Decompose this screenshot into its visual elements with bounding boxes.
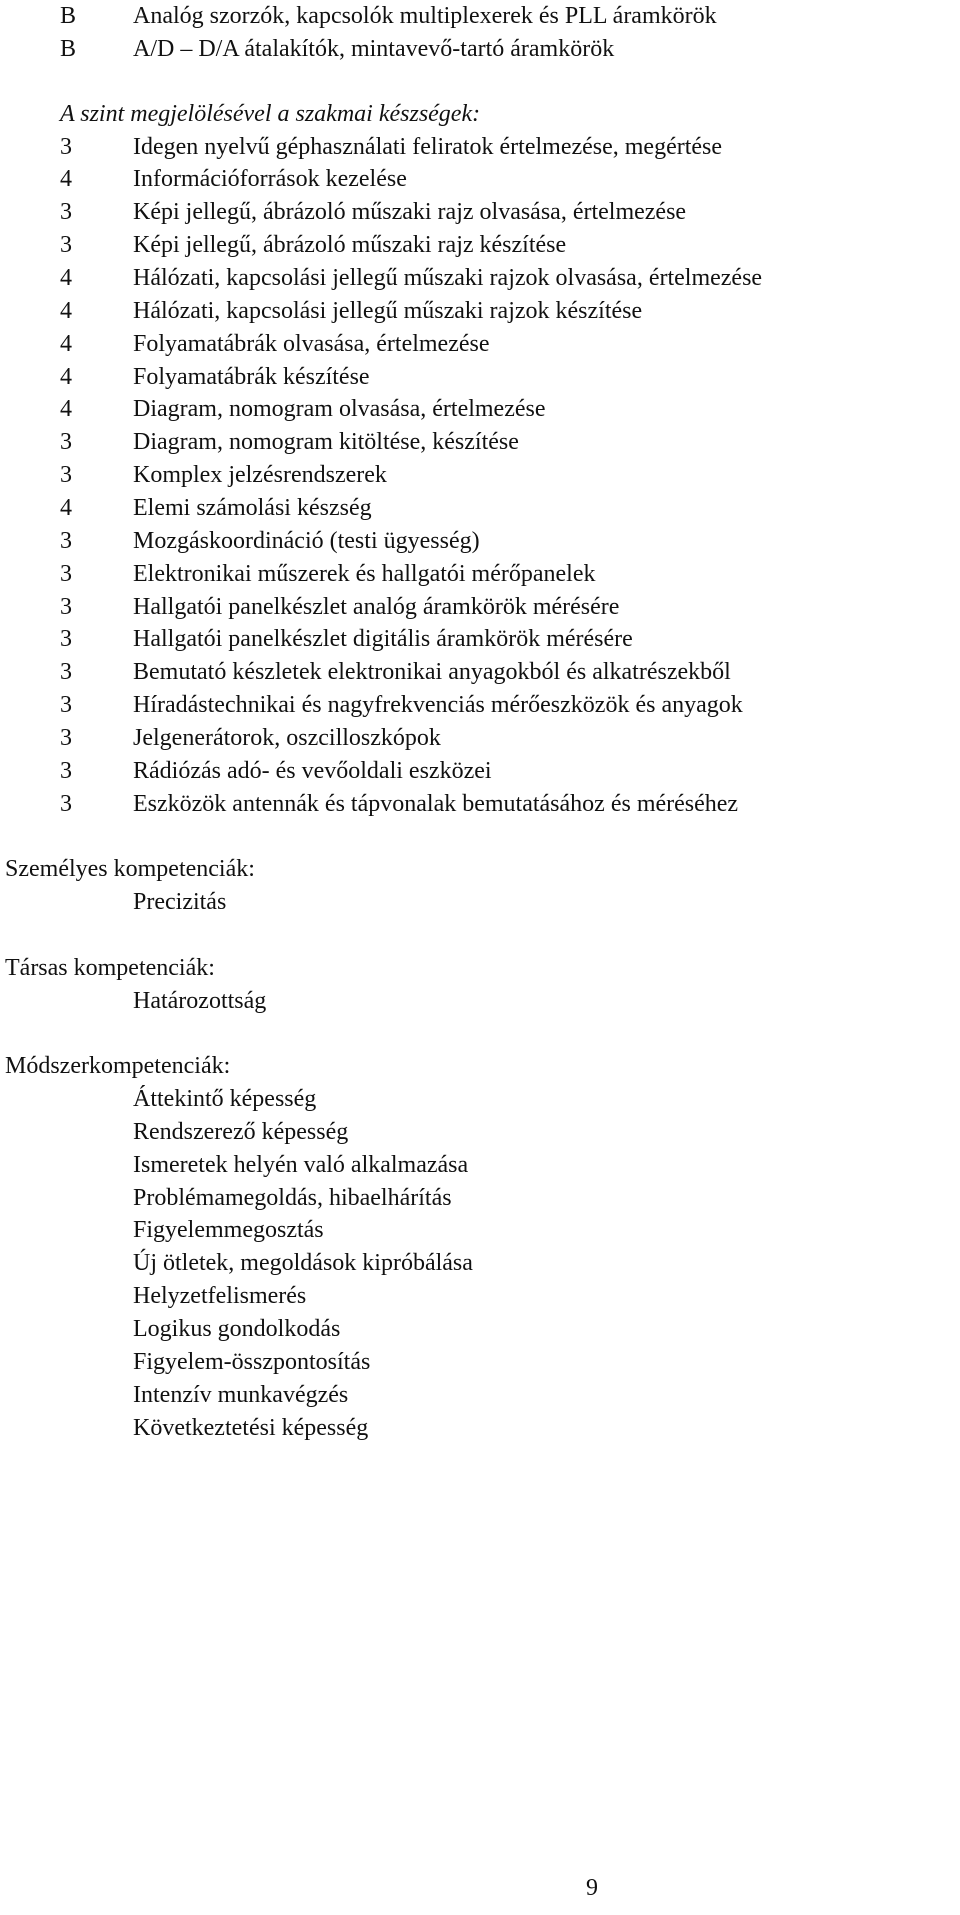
skill-level: 3 [60,462,72,488]
social-competency-item: Határozottság [133,988,267,1014]
method-competency-item: Logikus gondolkodás [133,1316,341,1342]
skill-text: Hallgatói panelkészlet analóg áramkörök mérésére [133,594,620,620]
personal-competencies-heading: Személyes kompetenciák: [5,856,255,882]
skill-level: 4 [60,166,72,192]
skill-text: Mozgáskoordináció (testi ügyesség) [133,528,480,554]
skill-level: 3 [60,232,72,258]
method-competency-item: Következtetési képesség [133,1415,369,1441]
skill-level: 4 [60,364,72,390]
method-competency-item: Rendszerező képesség [133,1119,349,1145]
skill-text: Képi jellegű, ábrázoló műszaki rajz készítése [133,232,567,258]
skill-text: Diagram, nomogram olvasása, értelmezése [133,396,546,422]
skill-text: Idegen nyelvű géphasználati feliratok értelmezése, megértése [133,134,723,160]
skill-level: 3 [60,791,72,817]
skill-text: Hálózati, kapcsolási jellegű műszaki rajzok készítése [133,298,643,324]
method-competency-item: Figyelem-összpontosítás [133,1349,371,1375]
skill-text: Folyamatábrák készítése [133,364,370,390]
skill-level: 3 [60,134,72,160]
skill-text: Folyamatábrák olvasása, értelmezése [133,331,490,357]
method-competency-item: Új ötletek, megoldások kipróbálása [133,1250,473,1276]
row-code: B [60,3,77,29]
skill-level: 3 [60,758,72,784]
skill-text: Hálózati, kapcsolási jellegű műszaki rajzok olvasása, értelmezése [133,265,763,291]
skill-level: 3 [60,199,72,225]
skill-text: Rádiózás adó- és vevőoldali eszközei [133,758,492,784]
skill-text: Képi jellegű, ábrázoló műszaki rajz olvasása, értelmezése [133,199,687,225]
method-competency-item: Áttekintő képesség [133,1086,317,1112]
skill-level: 3 [60,626,72,652]
skill-level: 3 [60,659,72,685]
skill-level: 3 [60,429,72,455]
skill-level: 4 [60,396,72,422]
skill-text: Hallgatói panelkészlet digitális áramkörök mérésére [133,626,633,652]
skill-level: 3 [60,561,72,587]
skill-level: 3 [60,528,72,554]
personal-competency-item: Precizitás [133,889,227,915]
page-number: 9 [586,1875,598,1901]
skill-level: 3 [60,594,72,620]
method-competency-item: Ismeretek helyén való alkalmazása [133,1152,469,1178]
skill-level: 3 [60,725,72,751]
skill-text: Komplex jelzésrendszerek [133,462,387,488]
method-competency-item: Figyelemmegosztás [133,1217,324,1243]
skill-level: 3 [60,692,72,718]
skill-level: 4 [60,298,72,324]
skill-text: Információforrások kezelése [133,166,407,192]
skill-level: 4 [60,265,72,291]
skill-text: Diagram, nomogram kitöltése, készítése [133,429,519,455]
method-competencies-heading: Módszerkompetenciák: [5,1053,231,1079]
skills-heading: A szint megjelölésével a szakmai készségek: [60,101,481,127]
skill-text: Bemutató készletek elektronikai anyagokból és alkatrészekből [133,659,731,685]
skill-level: 4 [60,331,72,357]
row-text: A/D – D/A átalakítók, mintavevő-tartó áramkörök [133,36,615,62]
skill-text: Elektronikai műszerek és hallgatói mérőpanelek [133,561,596,587]
row-text: Analóg szorzók, kapcsolók multiplexerek és PLL áramkörök [133,3,717,29]
row-code: B [60,36,77,62]
social-competencies-heading: Társas kompetenciák: [5,955,215,981]
skill-text: Eszközök antennák és tápvonalak bemutatásához és méréséhez [133,791,739,817]
skill-text: Jelgenerátorok, oszcilloszkópok [133,725,441,751]
skill-text: Híradástechnikai és nagyfrekvenciás mérőeszközök és anyagok [133,692,743,718]
method-competency-item: Helyzetfelismerés [133,1283,307,1309]
skill-level: 4 [60,495,72,521]
method-competency-item: Intenzív munkavégzés [133,1382,349,1408]
method-competency-item: Problémamegoldás, hibaelhárítás [133,1185,452,1211]
skill-text: Elemi számolási készség [133,495,372,521]
